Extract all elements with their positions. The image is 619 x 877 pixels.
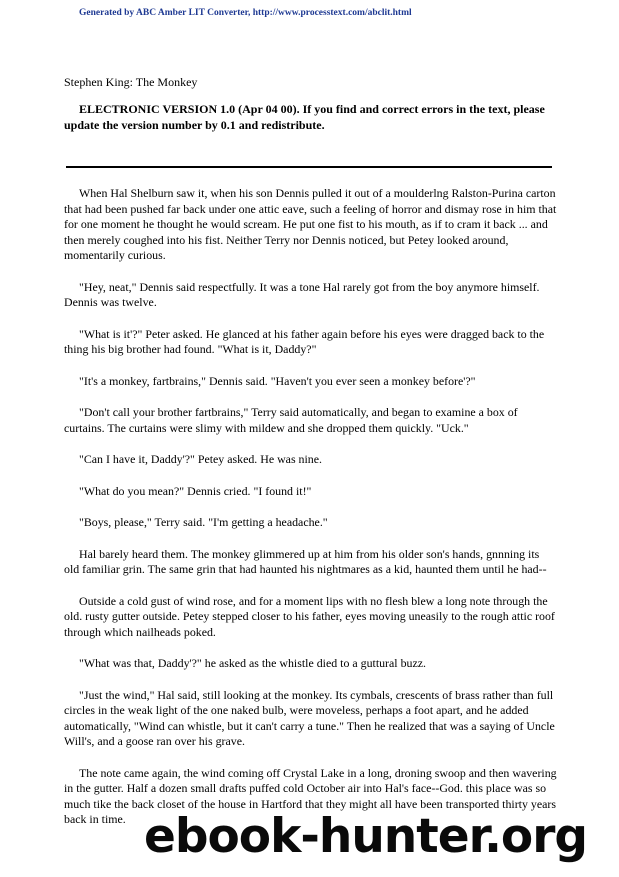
watermark-logo: ebook-hunter.org [144,812,593,862]
converter-banner: Generated by ABC Amber LIT Converter, http://www.processtext.com/abclit.html [79,8,412,18]
paragraph: "What was that, Daddy'?" he asked as the whistle died to a guttural buzz. [79,656,426,670]
paragraph: When Hal Shelburn saw it, when his son Dennis pulled it out of a moulderlng Ralston-Purina carton that had been pushed far back under one attic eave, such a feeling of horror and dismay rose in him that for one moment he thought he would scream. He put one fist to his mouth, as if to cram it back ... and then merely coughed into his fist. Neither Terry nor Dennis noticed, but Petey looked around, momentarily curious. [64,186,557,262]
paragraph: Outside a cold gust of wind rose, and for a moment lips with no flesh blew a long note through the old. rusty gutter outside. Petey stepped closer to his father, eyes moving uneasily to the rough attic roof through which nailheads poked. [64,593,555,639]
paragraph: The note came again, the wind coming off Crystal Lake in a long, droning swoop and then wavering in the gutter. Half a dozen small drafts puffed cold October air into Hal's face--God. this place was so much tike the back closet of the house in Hartford that they might all have been transported thirty years back in time. [64,765,557,826]
paragraph: Hal barely heard them. The monkey glimmered up at him from his older son's hands, gnnning its old familiar grin. The same grin that had haunted his nightmares as a kid, haunted them until he had-- [64,546,547,576]
story-text [64,186,557,844]
paragraph: "Boys, please," Terry said. "I'm getting a headache." [79,515,328,529]
paragraph: "Can I have it, Daddy'?" Petey asked. He was nine. [79,452,322,466]
paragraph: "What is it'?" Peter asked. He glanced at his father again before his eyes were dragged back to the thing his big brother had found. "What is it, Daddy?" [64,326,545,356]
paragraph: "What do you mean?" Dennis cried. "I found it!" [79,483,312,498]
paragraph: "Hey, neat," Dennis said respectfully. It was a tone Hal rarely got from the boy anymore himself. Dennis was twelve. [64,279,540,309]
document-title: Stephen King: The Monkey [64,75,198,89]
paragraph: "It's a monkey, fartbrains," Dennis said. "Haven't you ever seen a monkey before'?" [79,373,476,388]
paragraph: "Don't call your brother fartbrains," Terry said automatically, and began to examine a box of curtains. The curtains were slimy with mildew and she dropped them quickly. "Uck." [64,405,518,435]
horizontal-rule [66,166,552,168]
edition-note: ELECTRONIC VERSION 1.0 (Apr 04 00). If you find and correct errors in the text, please update the version number by 0.1 and redistribute. [64,102,545,132]
paragraph: "Just the wind," Hal said, still looking at the monkey. Its cymbals, crescents of brass rather than full circles in the weak light of the one naked bulb, were moveless, perhaps a foot apart, and he added automatically, "Wind can whistle, but it can't carry a tune." Then he realized that was a saying of Uncle Will's, and a goose ran over his grave. [64,687,555,748]
